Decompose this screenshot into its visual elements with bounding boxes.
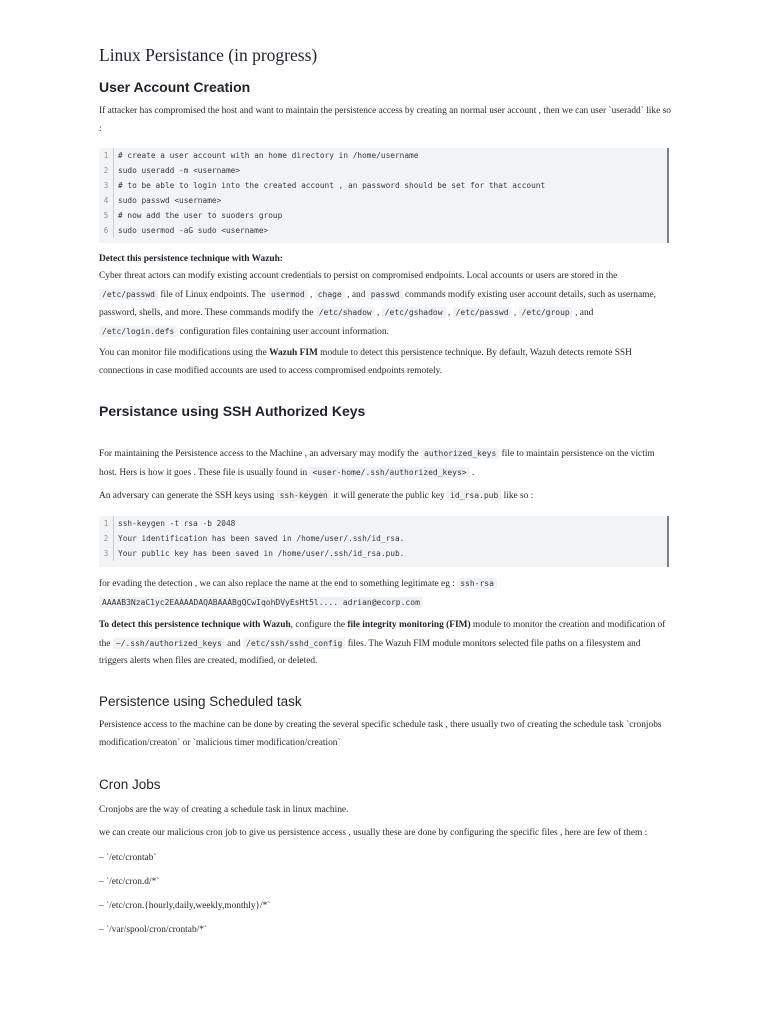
heading-user-account-creation: User Account Creation (99, 79, 251, 95)
line-number: 4 (99, 193, 114, 208)
paragraph-evading-detection: for evading the detection , we can also replace the name at the end to something legitimate eg : ssh-rsa AAAAB3NzaC1yc2EAAAADAQABAAABgQCwIqohDVyEsHt5l.... adrian@ecorp.com (99, 575, 671, 612)
code-text: Your public key has been saved in /home/user/.ssh/id_rsa.pub. (118, 549, 405, 558)
code-text: # to be able to login into the created account , an password should be set for that account (118, 181, 546, 190)
list-item-cron-d: – `/etc/cron.d/*` (99, 877, 160, 887)
code-text: # now add the user to suoders group (118, 211, 283, 220)
heading-ssh-authorized-keys: Persistance using SSH Authorized Keys (99, 403, 366, 419)
detect-heading-text: Detect this persistence technique with Wazuh: (99, 254, 283, 264)
inline-code: AAAAB3NzaC1yc2EAAAADAQABAAABgQCwIqohDVyEsHt5l.... adrian@ecorp.com (99, 597, 423, 608)
line-number: 5 (99, 208, 114, 223)
code-line (99, 148, 667, 163)
paragraph-authorized-keys: For maintaining the Persistence access to the Machine , an adversary may modify the authorized_keys file to maintain persistence on the victim host. Hers is how it goes . These file is usually found in <user-home/.ssh/authorized_keys> . (99, 449, 655, 478)
line-number: 1 (99, 148, 114, 163)
heading-scheduled-task: Persistence using Scheduled task (99, 694, 302, 709)
inline-code: /etc/login.defs (99, 326, 177, 337)
inline-code: passwd (368, 289, 403, 300)
inline-code: usermod (268, 289, 308, 300)
line-number: 2 (99, 163, 114, 178)
code-block-useradd[interactable] (99, 148, 669, 243)
inline-code: authorized_keys (421, 448, 499, 459)
code-line (99, 163, 667, 178)
paragraph-detect-ssh-wazuh: To detect this persistence technique with Wazuh, configure the file integrity monitoring (FIM) module to monitor the creation and modification of the ~/.ssh/authorized_keys and /etc/ssh/sshd_config files. The Wazuh FIM module monitors selected file paths on a filesystem and triggers alerts when files are created, modified, or deleted. (99, 620, 666, 666)
paragraph-ssh-keygen: An adversary can generate the SSH keys using ssh-keygen it will generate the public key id_rsa.pub like so : (99, 491, 534, 501)
code-text: # create a user account with an home directory in /home/username (118, 151, 419, 160)
code-line (99, 516, 667, 531)
line-number: 3 (99, 178, 114, 193)
code-line (99, 546, 667, 567)
inline-code: <user-home/.ssh/authorized_keys> (309, 467, 469, 478)
code-line (99, 178, 667, 193)
inline-code: chage (315, 289, 345, 300)
paragraph-useradd-intro: If attacker has compromised the host and want to maintain the persistence access by creating an normal user account , then we can user `useradd` like so : (99, 106, 671, 134)
code-line (99, 208, 667, 223)
code-text: Your identification has been saved in /home/user/.ssh/id_rsa. (118, 534, 405, 543)
inline-code: /etc/group (519, 307, 573, 318)
line-number: 2 (99, 531, 114, 546)
inline-code: /etc/passwd (453, 307, 512, 318)
inline-code: ssh-keygen (277, 490, 331, 501)
code-line (99, 531, 667, 546)
heading-cron-jobs: Cron Jobs (99, 777, 161, 792)
code-block-ssh-keygen[interactable] (99, 516, 669, 567)
page-title: Linux Persistance (in progress) (99, 45, 318, 65)
inline-code: /etc/ssh/sshd_config (243, 638, 345, 649)
inline-code: id_rsa.pub (447, 490, 501, 501)
line-number: 6 (99, 223, 114, 238)
list-item-crontab: – `/etc/crontab` (99, 853, 157, 863)
code-line (99, 193, 667, 208)
detect-wazuh-heading (99, 251, 671, 269)
code-text: sudo passwd <username> (118, 196, 222, 205)
list-item-cron-periodic: – `/etc/cron.{hourly,daily,weekly,monthly}/*` (99, 901, 271, 911)
code-text: sudo useradd -m <username> (118, 166, 241, 175)
line-number: 1 (99, 516, 114, 531)
code-text: sudo usermod -aG sudo <username> (118, 226, 269, 235)
paragraph-cron-files: we can create our malicious cron job to give us persistence access , usually these are done by configuring the specific files , here are few of them : (99, 828, 648, 838)
inline-code: ssh-rsa (457, 578, 497, 589)
inline-code: /etc/gshadow (382, 307, 446, 318)
paragraph-wazuh-fim: You can monitor file modifications using the Wazuh FIM module to detect this persistence technique. By default, Wazuh detects remote SSH connections in case modified accounts are used to access compromised endpoints remotely. (99, 348, 632, 376)
paragraph-scheduled-task: Persistence access to the machine can be done by creating the several specific schedule task , there usually two of creating the schedule task `cronjobs modification/creaton` or `malicious timer modification/creation` (99, 720, 662, 748)
list-item-spool-crontab: – `/var/spool/cron/crontab/*` (99, 925, 208, 935)
inline-code: /etc/shadow (316, 307, 375, 318)
inline-code: /etc/passwd (99, 289, 158, 300)
paragraph-account-modification: Cyber threat actors can modify existing account credentials to persist on compromised endpoints. Local accounts or users are stored in the /etc/passwd file of Linux endpoints. The usermod , chage , and passwd commands modify existing user account details, such as username, password, shells, and more. These commands modify the /etc/shadow , /etc/gshadow , /etc/passwd , /etc/group , and /etc/login.defs configuration files containing user account information. (99, 271, 656, 337)
inline-code: ~/.ssh/authorized_keys (113, 638, 225, 649)
code-text: ssh-keygen -t rsa -b 2048 (118, 519, 236, 528)
paragraph-cronjobs-definition: Cronjobs are the way of creating a schedule task in linux machine. (99, 805, 349, 815)
code-line (99, 223, 667, 243)
line-number: 3 (99, 546, 114, 561)
